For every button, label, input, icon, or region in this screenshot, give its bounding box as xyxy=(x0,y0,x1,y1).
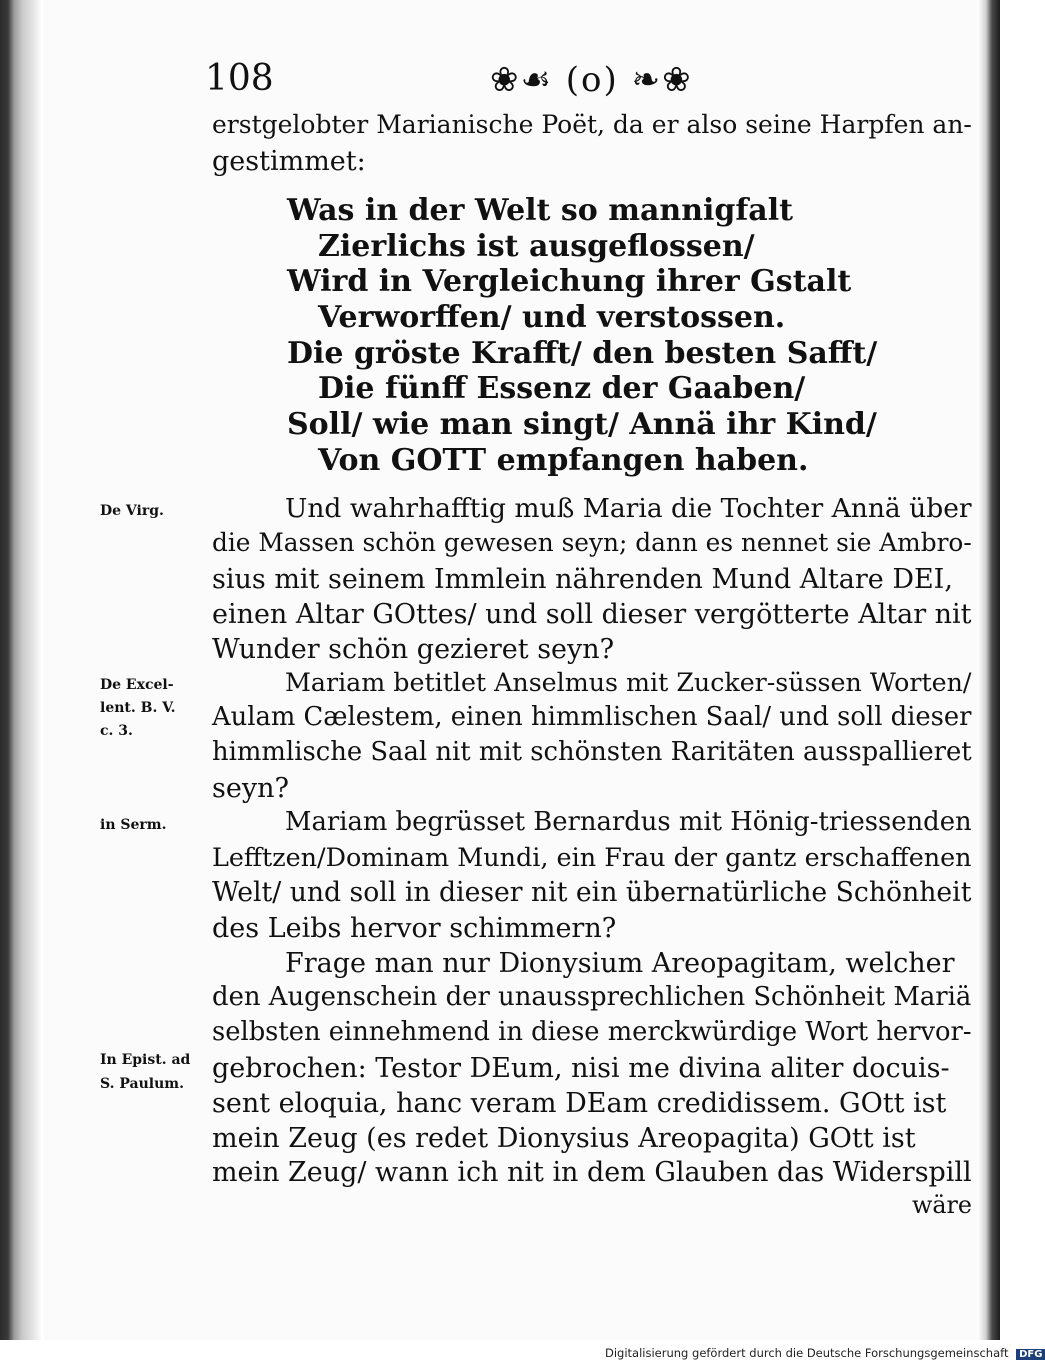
text-line: Frage man nur Dionysium Areopagitam, welcher xyxy=(285,948,955,979)
margin-note: De Excel- xyxy=(100,677,174,693)
text-line: gebrochen: Testor DEum, nisi me divina aliter docuis- xyxy=(212,1053,950,1084)
text-line: mein Zeug (es redet Dionysius Areopagita) GOtt ist xyxy=(212,1123,916,1154)
text-line: Mariam begrüsset Bernardus mit Hönig-triessenden xyxy=(285,807,972,837)
margin-note: S. Paulum. xyxy=(100,1076,184,1092)
text-line: himmlische Saal nit mit schönsten Raritäten ausspallieret xyxy=(212,737,972,767)
text-line: Lefftzen/Dominam Mundi, ein Frau der gantz erschaffenen xyxy=(212,842,972,872)
text-line: selbsten einnehmend in diese merckwürdige Wort hervor- xyxy=(212,1017,972,1047)
footer-text: Digitalisierung gefördert durch die Deutsche Forschungsgemeinschaft xyxy=(605,1346,1009,1360)
margin-note: c. 3. xyxy=(100,723,133,739)
verse-line: Soll/ wie man singt/ Annä ihr Kind/ xyxy=(287,407,877,442)
verse-line: Was in der Welt so mannigfalt xyxy=(287,193,793,228)
text-line: Und wahrhafftig muß Maria die Tochter Annä über xyxy=(285,493,972,524)
text-line: seyn? xyxy=(212,773,289,804)
verse-line: Von GOTT empfangen haben. xyxy=(318,443,809,478)
text-line: mein Zeug/ wann ich nit in dem Glauben das Widerspill xyxy=(212,1157,972,1188)
text-line: erstgelobter Marianische Poët, da er also seine Harpfen an- xyxy=(212,110,972,139)
text-line: gestimmet: xyxy=(212,146,366,177)
verse-line: Wird in Vergleichung ihrer Gstalt xyxy=(287,264,852,299)
verse-line: Zierlichs ist ausgeflossen/ xyxy=(318,229,755,264)
dfg-logo: DFG xyxy=(1016,1349,1045,1360)
margin-note: De Virg. xyxy=(100,503,164,519)
verse-line: Verworffen/ und verstossen. xyxy=(318,300,786,335)
verse-line: Die fünff Essenz der Gaaben/ xyxy=(318,371,806,406)
text-line: Mariam betitlet Anselmus mit Zucker-süssen Worten/ xyxy=(285,668,972,697)
text-line: Aulam Cælestem, einen himmlischen Saal/ und soll dieser xyxy=(212,702,972,732)
text-line: den Augenschein der unaussprechlichen Schönheit Mariä xyxy=(212,982,972,1012)
book-binding-edge xyxy=(0,0,42,1340)
margin-note: in Serm. xyxy=(100,817,167,833)
text-line: sent eloquia, hanc veram DEam credidissem. GOtt ist xyxy=(212,1088,947,1119)
verse-line: Die gröste Krafft/ den besten Safft/ xyxy=(287,336,878,371)
text-line: einen Altar GOttes/ und soll dieser vergötterte Altar nit xyxy=(212,599,972,630)
margin-note: In Epist. ad xyxy=(100,1052,191,1068)
margin-note: lent. B. V. xyxy=(100,700,176,716)
text-line: die Massen schön gewesen seyn; dann es nennet sie Ambro- xyxy=(212,528,972,557)
page-header xyxy=(205,58,975,108)
text-line: Wunder schön gezieret seyn? xyxy=(212,634,615,665)
text-line: Welt/ und soll in dieser nit ein übernatürliche Schönheit xyxy=(212,877,972,908)
text-line: sius mit seinem Immlein nährenden Mund Altare DEI, xyxy=(212,564,953,595)
page-number: 108 xyxy=(205,58,274,99)
scan-right-edge xyxy=(978,0,1000,1340)
digitization-footer xyxy=(605,1346,1045,1360)
text-line: des Leibs hervor schimmern? xyxy=(212,913,617,944)
text-line: wäre xyxy=(912,1191,972,1219)
header-ornament: ❀☙ (o) ❧❀ xyxy=(490,60,693,100)
